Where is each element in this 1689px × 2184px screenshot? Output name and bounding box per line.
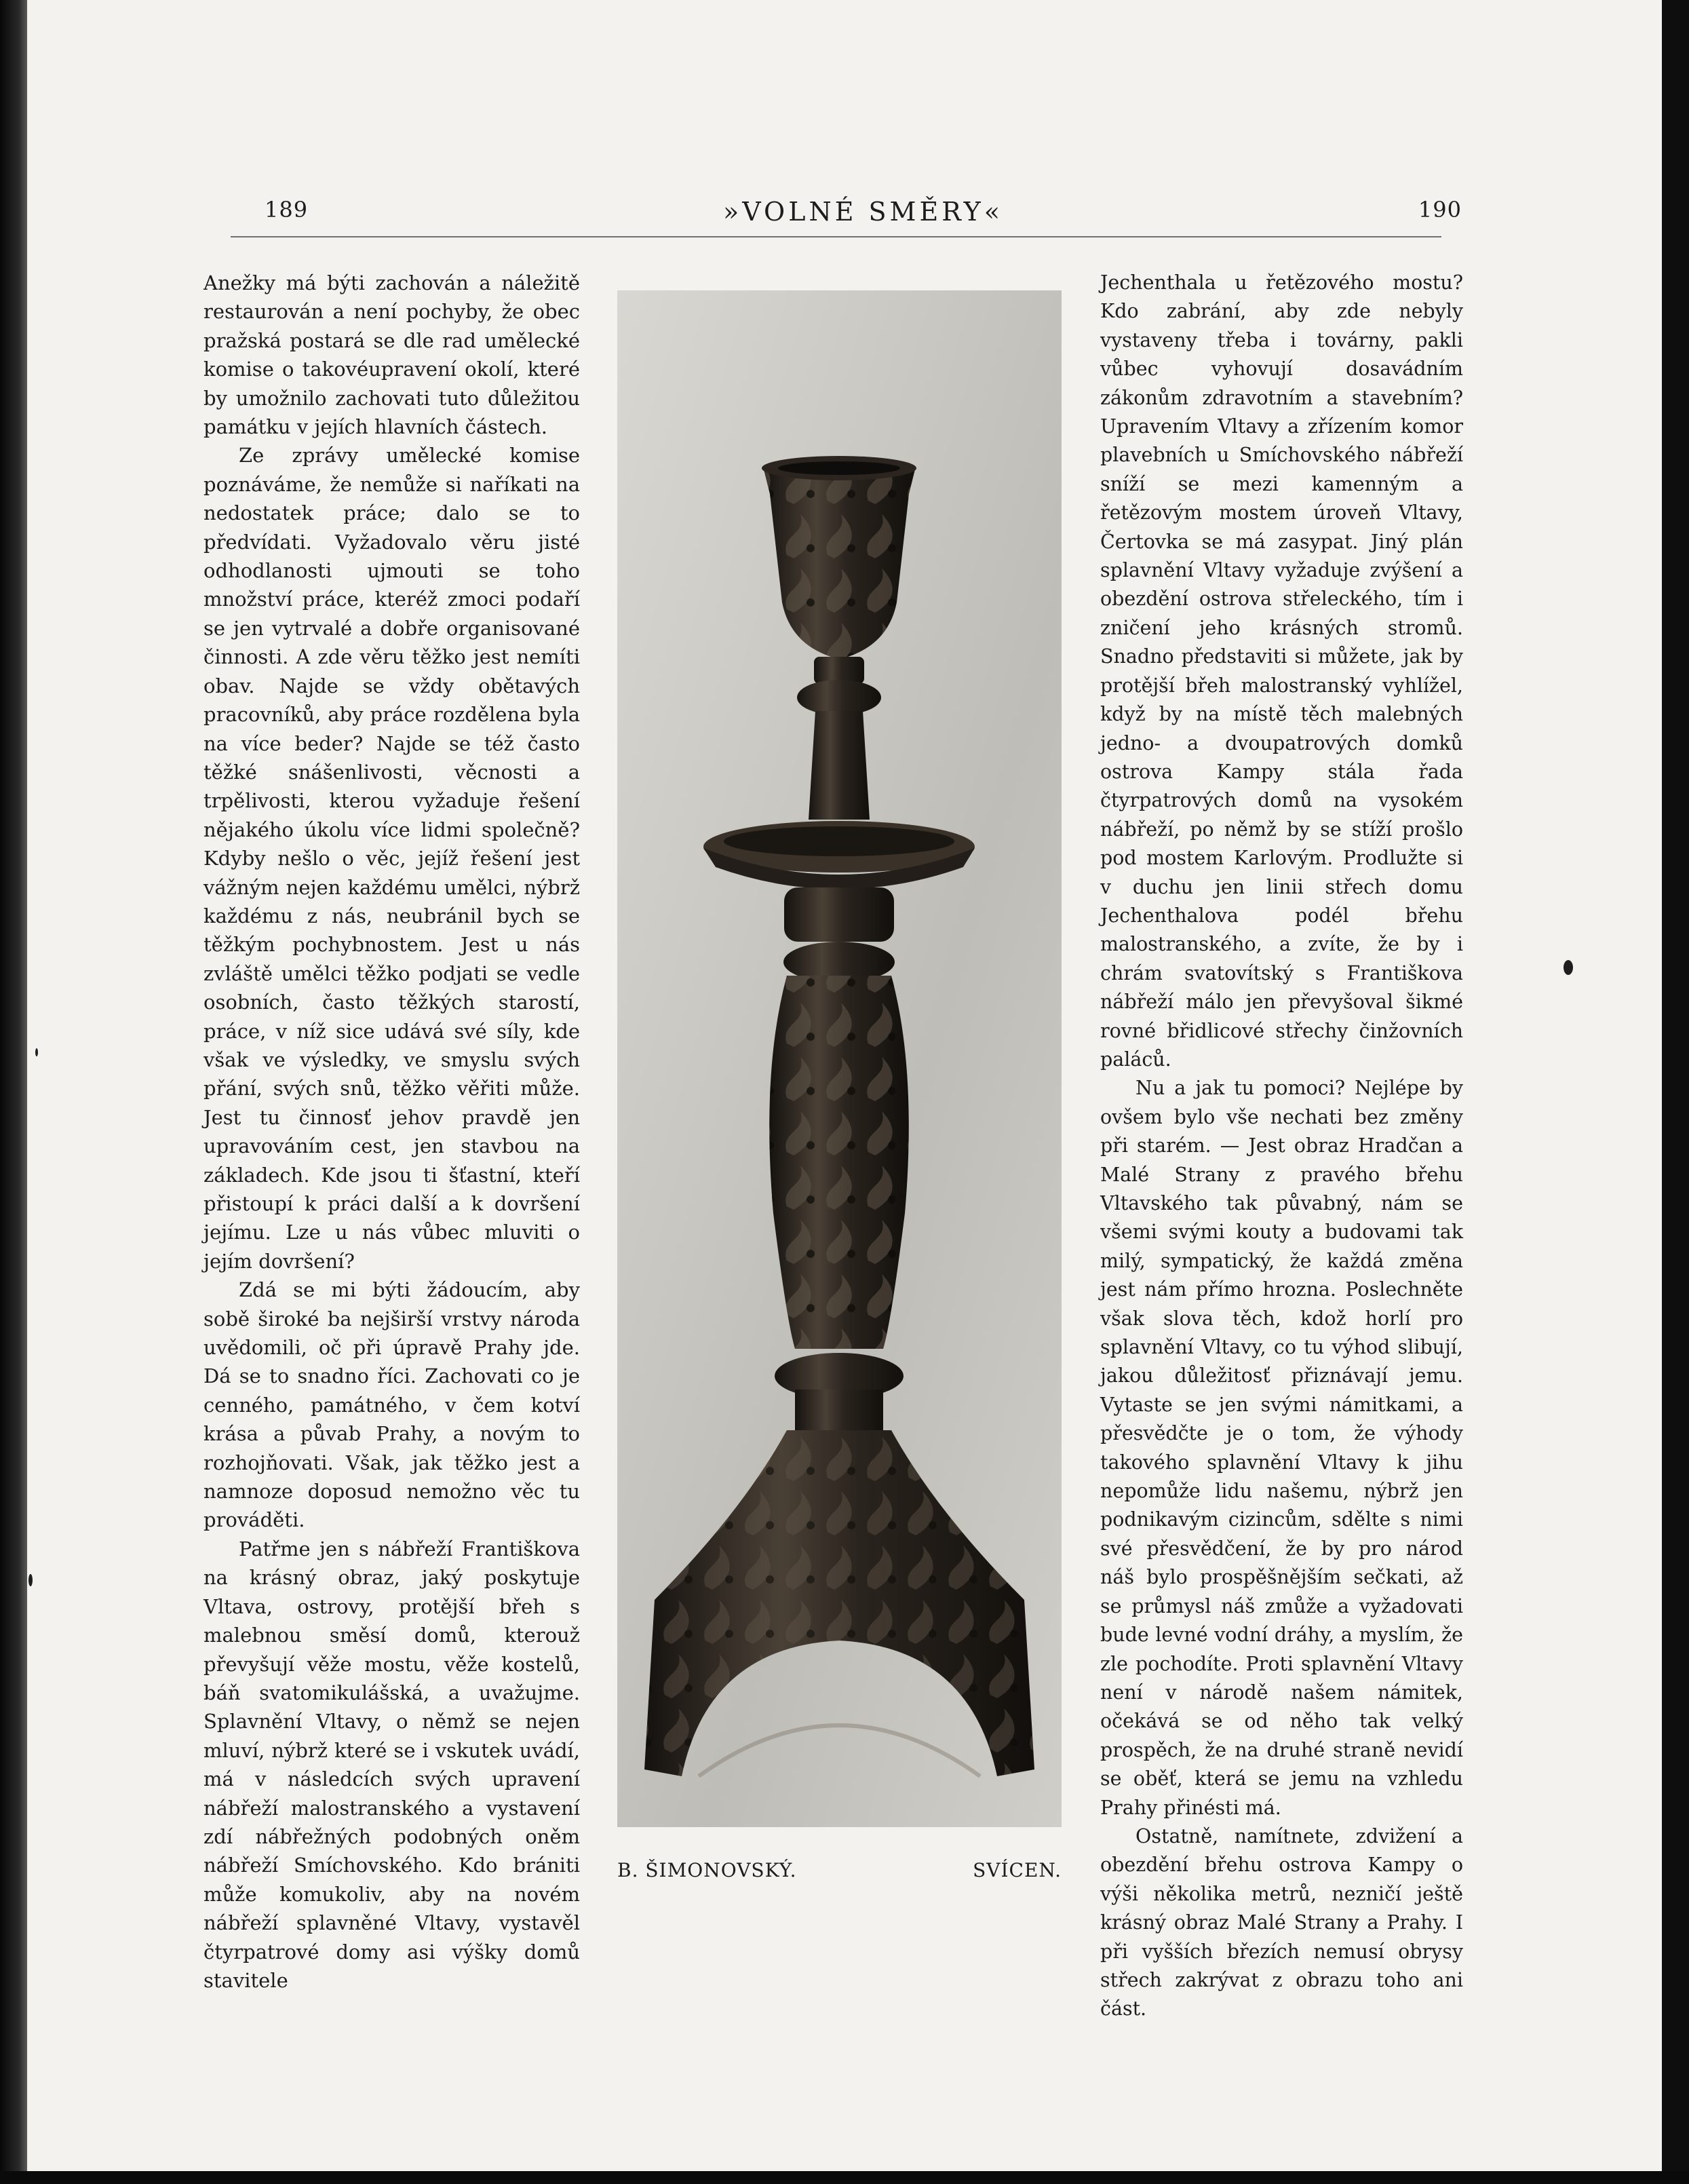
candlestick-image [617,290,1062,1827]
paragraph: Nu a jak tu pomoci? Nejlépe by ovšem bylo vše nechati bez změny při starém. — Jest obraz Hradčan a Malé Strany z pravého břehu Vltavského tak půvabný, nám se všemi svými kouty a budovami tak milý, sympatický, že každá změna jest nám přímo hrozna. Poslechněte však slova těch, kdož horlí pro splavnění Vltavy, co tu výhod slibují, jakou důležitosť přiznávají jemu. Vytaste se jen svými námitkami, a přesvědčte je o tom, že výhody takového splavnění Vltavy k jihu nepomůže lidu našemu, nýbrž jen podnikavým cizincům, sdělte s nimi své přesvědčení, že by pro národ náš bylo prospěšnějším sečkati, až se průmysl náš zmůže a vyžadovati bude levné vodní dráhy, a myslím, že zle pochodíte. Proti splavnění Vltavy není v národě našem námitek, očekává se od něho tak velký prospěch, že na druhé straně nevidí se oběť, která se jemu na vzhledu Prahy přinésti má. [1100,1077,1463,1819]
ink-speck [28,1574,33,1586]
right-column [1100,269,1463,2024]
candlestick-illustration [617,290,1062,1827]
page-number-left: 189 [265,197,309,223]
scan-edge-bottom [0,2171,1689,2184]
ink-speck [35,1048,38,1056]
paragraph: Patřme jen s nábřeží Františkova na krásný obraz, jaký poskytuje Vltava, ostrovy, protější břeh s malebnou směsí domů, kterouž převyšují věže mostu, věže kostelů, báň svatomikulášská, a uvažujme. Splavnění Vltavy, o němž se nejen mluví, nýbrž které se i vskutek uvádí, má v následcích svých upravení nábřeží malostranského a vystavení zdí nábřežných podobných oněm nábřeží Smíchovského. Kdo brániti může komukoliv, aby na novém nábřeží splavněné Vltavy, vystavěl čtyrpatrové domy asi výšky domů stavitele [203,1537,580,1992]
running-header [258,197,1469,237]
paragraph: Anežky má býti zachován a náležitě restaurován a není pochyby, že obec pražská postará se dle rad umělecké komise o takovéupravení okolí, které by umožnilo zachovati tuto důležitou památku v jejích hlavních částech. [203,271,580,439]
paragraph: Zdá se mi býti žádoucím, aby sobě široké ba nejširší vrstvy národa uvědomili, oč při úpravě Prahy jde. Dá se to snadno říci. Zachovati co je cenného, památného, v čem kotví krása a půvab Prahy, a novým to rozhojňovati. Však, jak těžko jest a namnoze doposud nemožno věc tu prováděti. [203,1278,580,1532]
figure-caption [617,1859,1062,1886]
left-column [203,269,580,1995]
header-rule [231,236,1441,237]
caption-author: B. ŠIMONOVSKÝ. [617,1859,797,1881]
paragraph: Ze zprávy umělecké komise poznáváme, že nemůže si naříkati na nedostatek práce; dalo se to předvídati. Vyžadovalo věru jisté odhodlanosti ujmouti se toho množství práce, kteréž zmoci podaří se jen vytrvalé a dobře organisované činnosti. A zde věru těžko jest nemíti obav. Najde se vždy obětavých pracovníků, aby práce rozdělena byla na více beder? Najde se též často těžké snášenlivosti, věcnosti a trpělivosti, kterou vyžaduje řešení nějakého úkolu více lidmi společně? Kdyby nešlo o věc, jejíž řešení jest vážným nejen každému umělci, nýbrž každému z nás, neubránil bych se těžkým pochybnostem. Jest u nás zvláště umělci těžko podjati se vedle osobních, často těžkých starostí, práce, v níž sice udává své síly, kde však ve výsledky, ve smyslu svých přání, svých snů, těžko věřiti může. Jest tu činnosť jehov pravdě jen upravováním cest, jen stavbou na základech. Kde jsou ti šťastní, kteří přistoupí k práci další a k dovršení jejímu. Lze u nás vůbec mluviti o jejím dovršení? [203,444,580,1273]
ink-speck [1564,960,1573,975]
journal-title: »VOLNÉ SMĚRY« [723,197,1003,227]
scan-edge-left [0,0,27,2184]
paragraph: Ostatně, namítnete, zdvižení a obezdění břehu ostrova Kampy o výši několika metrů, nezničí ještě krásný obraz Malé Strany a Prahy. I při vyšších březích nemusí obrysy střech zakrývat z obrazu toho ani část. [1100,1824,1463,2020]
caption-title: SVÍCEN. [973,1859,1062,1881]
page-number-right: 190 [1418,197,1462,223]
paragraph: Jechenthala u řetězového mostu? Kdo zabrání, aby zde nebyly vystaveny třeba i továrny, pakli vůbec vyhovují dosavádním zákonům zdravotním a stavebním? Upravením Vltavy a zřízením komor plavebních u Smíchovského nábřeží sníží se mezi kamenným a řetězovým mostem úroveň Vltavy, Čertovka se má zasypat. Jiný plán splavnění Vltavy vyžaduje zvýšení a obezdění ostrova střeleckého, tím i zničení jeho krásných stromů. Snadno představiti si můžete, jak by protější břeh malostranský vyhlížel, když by na místě těch malebných jedno- a dvoupatrových domků ostrova Kampy stála řada čtyrpatrových domů na vysokém nábřeží, po němž by se stíží prošlo pod mostem Karlovým. Prodlužte si v duchu jen linii střech domu Jechenthalova podél břehu malostranského, a zvíte, že by i chrám svatovítský s Františkova nábřeží málo jen převyšoval šikmé rovné břidlicové střechy činžovních paláců. [1100,271,1463,1071]
